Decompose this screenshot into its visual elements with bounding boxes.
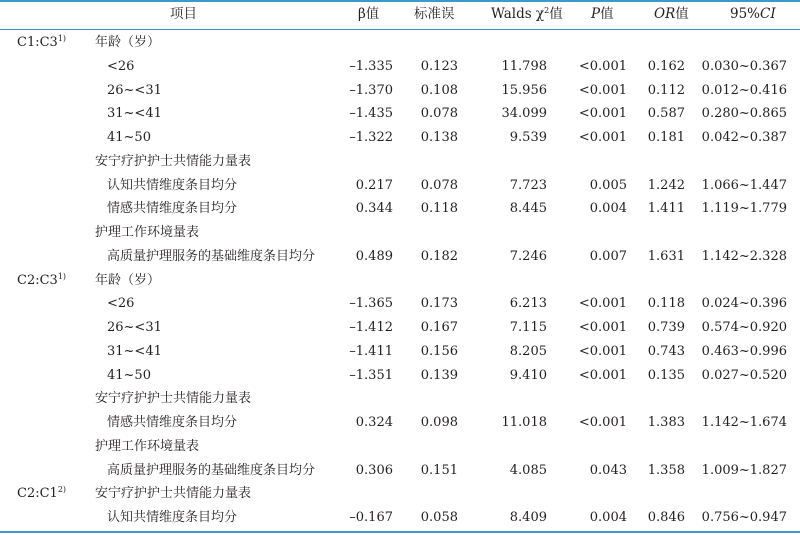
comparison-group-label: C2:C3$^{1)}$ [17,272,67,288]
cell-wald: 11.018 [501,415,547,430]
cell-wald: 9.539 [509,130,547,145]
cell-ci: 0.030~0.367 [701,59,787,74]
cell-or: 0.739 [647,320,685,335]
cell-p: <0.001 [578,368,627,383]
header-or: OR值 [654,6,689,22]
cell-wald: 8.205 [509,344,547,359]
cell-beta: –1.435 [349,106,393,121]
row-label: 高质量护理服务的基础维度条目均分 [107,463,316,478]
cell-beta: –1.411 [349,344,393,359]
cell-p: <0.001 [578,83,627,98]
comparison-group-label: C2:C1$^{2)}$ [17,485,67,501]
cell-beta: 0.489 [355,249,393,264]
row-label: 情感共情维度条目均分 [107,201,238,216]
cell-beta: –1.335 [349,59,393,74]
cell-p: <0.001 [578,296,627,311]
cell-p: <0.001 [578,344,627,359]
cell-se: 0.058 [420,510,458,525]
cell-ci: 1.119~1.779 [701,201,787,216]
cell-ci: 0.574~0.920 [701,320,787,335]
cell-wald: 11.798 [501,59,547,74]
cell-ci: 0.756~0.947 [701,510,787,525]
cell-ci: 1.066~1.447 [701,178,787,193]
cell-p: 0.004 [589,201,627,216]
cell-beta: 0.306 [355,463,393,478]
cell-beta: 0.344 [355,201,393,216]
cell-ci: 0.280~0.865 [701,106,787,121]
cell-or: 0.587 [647,106,685,121]
row-label: 情感共情维度条目均分 [107,415,238,430]
header-item: 项目 [170,6,197,22]
cell-wald: 34.099 [501,106,547,121]
row-label: 41~50 [107,130,151,145]
cell-beta: –1.351 [349,368,393,383]
table-bottom-rule [0,531,800,533]
cell-ci: 0.027~0.520 [701,368,787,383]
header-p: P值 [591,6,614,22]
header-ci: 95%CI [730,6,776,22]
cell-beta: –1.322 [349,130,393,145]
row-label: 41~50 [107,368,151,383]
row-label: <26 [107,296,135,311]
cell-p: 0.004 [589,510,627,525]
row-label: <26 [107,59,135,74]
comparison-group-label: C1:C3$^{1)}$ [17,34,67,50]
cell-p: <0.001 [578,320,627,335]
cell-or: 0.743 [647,344,685,359]
row-section-label: 安宁疗护护士共情能力量表 [95,486,252,501]
cell-beta: –0.167 [349,510,393,525]
header-beta: β值 [358,6,380,22]
cell-se: 0.108 [420,83,458,98]
cell-wald: 6.213 [509,296,547,311]
cell-wald: 7.115 [509,320,547,335]
row-label: 31~<41 [107,106,162,121]
cell-p: 0.005 [589,178,627,193]
cell-beta: 0.324 [355,415,393,430]
cell-se: 0.118 [420,201,458,216]
row-label: 26~<31 [107,83,162,98]
row-label: 26~<31 [107,320,162,335]
row-label: 认知共情维度条目均分 [107,510,238,525]
cell-or: 0.135 [647,368,685,383]
cell-beta: –1.365 [349,296,393,311]
cell-wald: 4.085 [509,463,547,478]
cell-se: 0.098 [420,415,458,430]
row-section-label: 护理工作环境量表 [95,439,200,454]
cell-se: 0.167 [420,320,458,335]
cell-se: 0.138 [420,130,458,145]
cell-ci: 0.012~0.416 [701,83,787,98]
cell-p: <0.001 [578,130,627,145]
cell-ci: 0.024~0.396 [701,296,787,311]
cell-ci: 1.142~2.328 [701,249,787,264]
cell-wald: 8.409 [509,510,547,525]
row-section-label: 年龄（岁） [95,273,161,288]
cell-or: 1.411 [647,201,685,216]
cell-or: 0.118 [647,296,685,311]
cell-or: 1.383 [647,415,685,430]
cell-p: <0.001 [578,106,627,121]
cell-or: 0.181 [647,130,685,145]
cell-or: 1.631 [647,249,685,264]
cell-ci: 0.463~0.996 [701,344,787,359]
cell-se: 0.173 [420,296,458,311]
cell-or: 1.358 [647,463,685,478]
row-label: 认知共情维度条目均分 [107,178,238,193]
row-label: 高质量护理服务的基础维度条目均分 [107,249,316,264]
cell-ci: 0.042~0.387 [701,130,787,145]
cell-beta: 0.217 [355,178,393,193]
cell-beta: –1.370 [349,83,393,98]
row-label: 31~<41 [107,344,162,359]
cell-se: 0.156 [420,344,458,359]
row-section-label: 安宁疗护护士共情能力量表 [95,154,252,169]
cell-p: <0.001 [578,59,627,74]
cell-se: 0.078 [420,178,458,193]
cell-se: 0.078 [420,106,458,121]
table-header-rule [0,29,800,30]
cell-p: 0.043 [589,463,627,478]
cell-p: <0.001 [578,415,627,430]
cell-se: 0.182 [420,249,458,264]
row-section-label: 护理工作环境量表 [95,225,200,240]
cell-or: 1.242 [647,178,685,193]
row-section-label: 年龄（岁） [95,35,161,50]
cell-wald: 7.723 [509,178,547,193]
cell-wald: 7.246 [509,249,547,264]
cell-or: 0.112 [647,83,685,98]
row-section-label: 安宁疗护护士共情能力量表 [95,391,252,406]
cell-p: 0.007 [589,249,627,264]
cell-se: 0.151 [420,463,458,478]
cell-or: 0.162 [647,59,685,74]
header-wald: Walds $\chi^2$值 [491,6,563,22]
cell-wald: 9.410 [509,368,547,383]
table-top-rule [0,0,800,2]
cell-ci: 1.142~1.674 [701,415,787,430]
cell-wald: 15.956 [501,83,547,98]
cell-wald: 8.445 [509,201,547,216]
cell-se: 0.123 [420,59,458,74]
cell-or: 0.846 [647,510,685,525]
cell-se: 0.139 [420,368,458,383]
cell-ci: 1.009~1.827 [701,463,787,478]
cell-beta: –1.412 [349,320,393,335]
header-se: 标准误 [414,6,455,22]
